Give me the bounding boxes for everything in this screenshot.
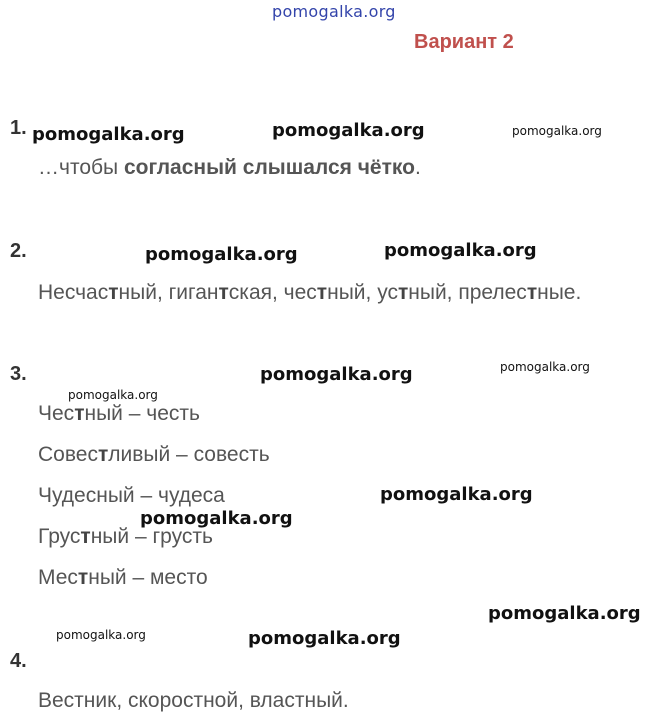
watermark: pomogalka.org: [140, 508, 293, 529]
task-3-row: [38, 402, 200, 426]
watermark: pomogalka.org: [380, 484, 533, 505]
watermark: pomogalka.org: [272, 120, 425, 141]
word-part: ливый – совесть: [108, 443, 270, 466]
watermark: pomogalka.org: [145, 244, 298, 265]
task-1-suffix: .: [414, 156, 421, 179]
word-part: прелес: [458, 281, 527, 304]
task-1-number: 1.: [10, 117, 27, 139]
highlight-letter: т: [316, 281, 328, 304]
watermark: pomogalka.org: [248, 628, 401, 649]
task-2-word: [377, 281, 458, 304]
task-3-row: [38, 484, 225, 508]
word-part: ный – грусть: [90, 525, 213, 548]
task-2-word: [38, 281, 169, 304]
word-part: Грус: [38, 525, 81, 548]
word-part: чес: [283, 281, 317, 304]
word-part: ный – честь: [84, 402, 200, 425]
task-2-answer: [38, 281, 581, 305]
highlight-letter: т: [218, 281, 229, 304]
highlight-letter: т: [526, 281, 538, 304]
word-part: ская,: [228, 281, 284, 304]
highlight-letter: т: [77, 566, 89, 589]
task-2-word: [169, 281, 284, 304]
site-header-link[interactable]: pomogalka.org: [272, 2, 396, 21]
highlight-letter: т: [97, 443, 109, 466]
task-1-bold: согласный слышался чётко: [123, 156, 415, 179]
watermark: pomogalka.org: [500, 360, 590, 374]
watermark: pomogalka.org: [56, 628, 146, 642]
task-3-row: [38, 566, 208, 590]
task-4-answer: Вестник, скоростной, властный.: [38, 689, 349, 712]
task-2-word: [284, 281, 378, 304]
watermark: pomogalka.org: [384, 240, 537, 261]
watermark: pomogalka.org: [260, 364, 413, 385]
task-1-prefix: …чтобы: [38, 156, 124, 179]
word-part: гиган: [168, 281, 219, 304]
task-1-answer: [38, 156, 421, 180]
watermark: pomogalka.org: [488, 603, 641, 624]
highlight-letter: т: [108, 281, 119, 304]
highlight-letter: т: [397, 281, 409, 304]
task-3-number: 3.: [10, 363, 27, 385]
word-part: Мес: [38, 566, 78, 589]
word-part: Совес: [38, 443, 98, 466]
word-part: ус: [377, 281, 398, 304]
task-4-number: 4.: [10, 650, 27, 672]
watermark: pomogalka.org: [32, 124, 185, 145]
word-part: ный – место: [88, 566, 208, 589]
word-part: ный,: [408, 281, 459, 304]
variant-title: Вариант 2: [414, 31, 514, 53]
task-2-number: 2.: [10, 240, 27, 262]
highlight-letter: т: [74, 402, 85, 425]
highlight-letter: т: [80, 525, 91, 548]
watermark: pomogalka.org: [68, 388, 158, 402]
task-3-row: [38, 443, 270, 467]
word-part: Чудесный – чудеса: [38, 484, 225, 507]
watermark: pomogalka.org: [512, 124, 602, 138]
word-part: ный,: [118, 281, 169, 304]
word-part: ный,: [327, 281, 378, 304]
word-part: Несчас: [38, 281, 109, 304]
task-2-word: [458, 281, 581, 304]
word-part: Чес: [38, 402, 75, 425]
word-part: ные.: [537, 281, 582, 304]
